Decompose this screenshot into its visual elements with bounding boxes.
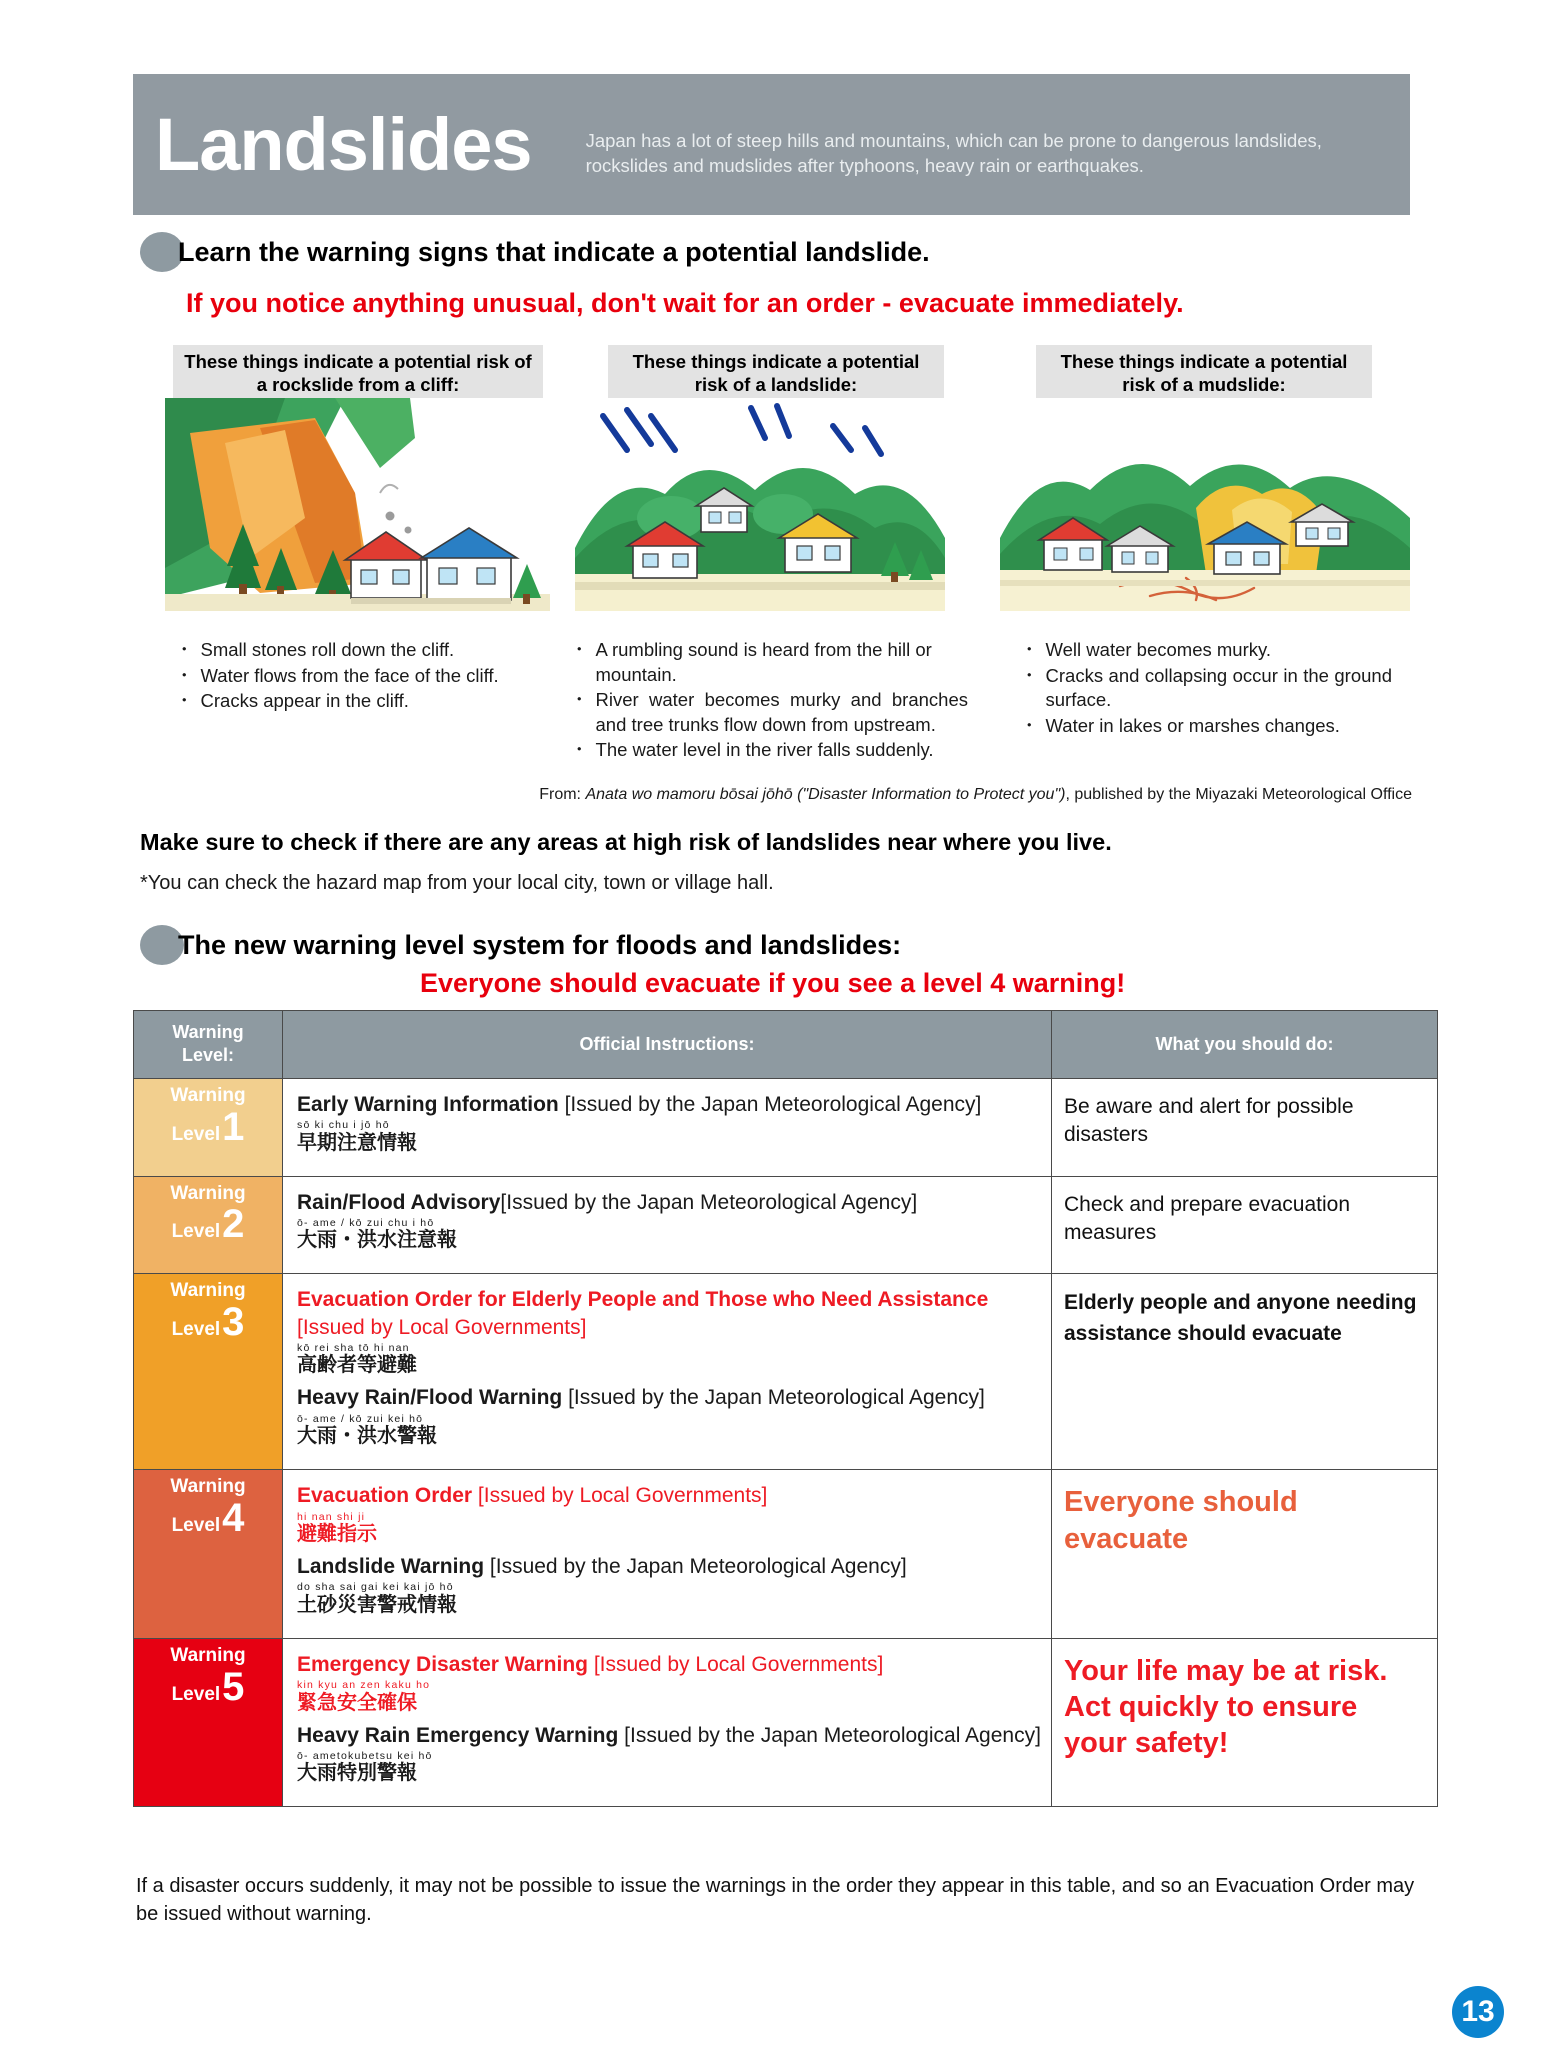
todo-cell-1: Be aware and alert for possible disasters	[1052, 1078, 1438, 1176]
instruction-title: Evacuation Order for Elderly People and Those who Need Assistance	[297, 1288, 989, 1312]
kanji: 土砂災害警戒情報	[297, 1593, 457, 1616]
th-official-instructions: Official Instructions:	[283, 1011, 1052, 1079]
todo-cell-5	[1052, 1638, 1438, 1807]
warning-level-table	[133, 1010, 1438, 1807]
instruction-japanese	[297, 1120, 1041, 1154]
th-warning-level	[134, 1011, 283, 1079]
todo-text: Your life may be at risk. Act quickly to ensure your safety!	[1064, 1654, 1388, 1760]
instructions-cell-4	[283, 1470, 1052, 1639]
instruction-title: Rain/Flood Advisory	[297, 1190, 501, 1214]
kanji: 早期注意情報	[297, 1131, 417, 1154]
level-label: Level	[171, 1319, 221, 1341]
list-item: ・ River water becomes murky and branches and tree trunks flow down from upstream.	[570, 688, 968, 737]
list-item: ・ Water in lakes or marshes changes.	[1020, 714, 1392, 739]
furigana: ō- ametokubetsu kei hō	[297, 1749, 433, 1762]
instruction-agency: [Issued by Local Governments]	[588, 1652, 884, 1676]
instruction-title: Heavy Rain Emergency Warning	[297, 1723, 619, 1747]
instruction-agency: [Issued by the Japan Meteorological Agency]	[484, 1555, 907, 1579]
list-item: ・ The water level in the river falls suddenly.	[570, 738, 968, 763]
kanji: 高齢者等避難	[297, 1354, 417, 1377]
source-title: Anata wo mamoru bōsai jōhō ("Disaster Information to Protect you")	[585, 786, 1066, 803]
source-attribution	[200, 786, 1412, 804]
instruction-title: Heavy Rain/Flood Warning	[297, 1386, 563, 1410]
kanji: 大雨・洪水注意報	[297, 1229, 457, 1252]
instruction-line	[297, 1384, 1041, 1411]
list-item: ・ Water flows from the face of the cliff.	[175, 664, 555, 689]
instruction-title: Landslide Warning	[297, 1555, 485, 1579]
level-number: 1	[222, 1104, 245, 1149]
page-subtitle: Japan has a lot of steep hills and mountains, which can be prone to dangerous landslides, rockslides and mudslides after typhoons, heavy rain or earthquakes.	[585, 129, 1322, 176]
bullet-list-rockslide	[175, 638, 555, 715]
kanji: 大雨特別警報	[297, 1762, 417, 1785]
panel-caption-landslide: These things indicate a potential risk of a landslide:	[608, 345, 944, 401]
th-what-you-should-do: What you should do:	[1052, 1011, 1438, 1079]
todo-cell-4	[1052, 1470, 1438, 1639]
kanji: 避難指示	[297, 1523, 377, 1546]
todo-text: Elderly people and anyone needing assistance should evacuate	[1064, 1291, 1417, 1345]
level-number: 4	[222, 1496, 245, 1541]
furigana: hi nan shi ji	[297, 1510, 366, 1523]
level-word: Warning	[170, 1084, 246, 1106]
table-body	[134, 1078, 1438, 1807]
bullet-dot-icon: ・	[1020, 664, 1039, 686]
bullet-dot-icon: ・	[175, 664, 194, 686]
level-cell-4	[134, 1470, 283, 1639]
instruction-agency: [Issued by the Japan Meteorological Agency]	[500, 1190, 918, 1214]
bullet-dot-icon: ・	[175, 690, 194, 712]
furigana: ō- ame / kō zui chu i hō	[297, 1216, 435, 1229]
panel-caption-mudslide: These things indicate a potential risk of a mudslide:	[1036, 345, 1372, 401]
bullet-list-mudslide	[1020, 638, 1392, 739]
instructions-cell-1	[283, 1078, 1052, 1176]
bullet-list-landslide	[570, 638, 968, 764]
level-label: Level	[171, 1683, 221, 1705]
level-cell-3	[134, 1274, 283, 1470]
list-item: ・ Cracks and collapsing occur in the ground surface.	[1020, 664, 1392, 713]
instruction-line	[297, 1482, 1041, 1509]
level-word: Warning	[170, 1182, 246, 1204]
table-row	[134, 1470, 1438, 1639]
furigana: kin kyu an zen kaku ho	[297, 1679, 431, 1692]
page-header-banner	[133, 74, 1410, 215]
table-row	[134, 1638, 1438, 1807]
list-item: ・ Well water becomes murky.	[1020, 638, 1392, 663]
level-number: 3	[222, 1300, 245, 1345]
bullet-dot-icon: ・	[570, 739, 589, 761]
table-row	[134, 1078, 1438, 1176]
source-prefix: From:	[539, 786, 586, 803]
illustration-mudslide	[1000, 398, 1410, 611]
table-row	[134, 1176, 1438, 1274]
instruction-agency: [Issued by the Japan Meteorological Agency]	[618, 1723, 1041, 1747]
section1-heading-row	[140, 232, 930, 272]
instruction-line	[297, 1286, 1041, 1341]
level-label: Level	[171, 1515, 221, 1537]
instruction-line	[297, 1553, 1041, 1580]
kanji: 緊急安全確保	[297, 1691, 417, 1714]
furigana: ō- ame / kō zui kei hō	[297, 1412, 424, 1425]
instructions-cell-2	[283, 1176, 1052, 1274]
level-word: Warning	[170, 1476, 246, 1498]
instruction-agency: [Issued by Local Governments]	[472, 1484, 768, 1508]
source-suffix: , published by the Miyazaki Meteorological Office	[1065, 786, 1412, 803]
instruction-japanese	[297, 1414, 1041, 1448]
illustration-landslide-hill	[575, 398, 945, 611]
todo-cell-3	[1052, 1274, 1438, 1470]
instruction-title: Early Warning Information	[297, 1092, 559, 1116]
instruction-japanese	[297, 1751, 1041, 1785]
level-cell-1	[134, 1078, 283, 1176]
instruction-line	[297, 1722, 1041, 1749]
level-label: Level	[171, 1123, 221, 1145]
list-item: ・ Small stones roll down the cliff.	[175, 638, 555, 663]
section2-heading: The new warning level system for floods and landslides:	[178, 929, 902, 960]
instruction-japanese	[297, 1680, 1041, 1714]
instructions-cell-3	[283, 1274, 1052, 1470]
illustration-rockslide-cliff	[165, 398, 550, 611]
level-cell-5	[134, 1638, 283, 1807]
instruction-japanese	[297, 1512, 1041, 1546]
bullet-dot-icon: ・	[175, 639, 194, 660]
instruction-agency: [Issued by Local Governments]	[297, 1315, 587, 1339]
instruction-japanese	[297, 1343, 1041, 1377]
furigana: kō rei sha tō hi nan	[297, 1341, 410, 1354]
panel-caption-rockslide: These things indicate a potential risk of a rockslide from a cliff:	[173, 345, 543, 401]
table-row	[134, 1274, 1438, 1470]
level-word: Warning	[170, 1280, 246, 1302]
instruction-line	[297, 1091, 1041, 1118]
bullet-dot-icon: ・	[570, 689, 589, 711]
todo-text: Everyone should evacuate	[1064, 1486, 1298, 1555]
footer-note: If a disaster occurs suddenly, it may not be possible to issue the warnings in the order they appear in this table, and so an Evacuation Order may be issued without warning.	[136, 1875, 1415, 1925]
instruction-agency: [Issued by the Japan Meteorological Agency]	[558, 1092, 982, 1116]
bullet-dot-icon: ・	[1020, 639, 1039, 660]
section2-red-note: Everyone should evacuate if you see a level 4 warning!	[420, 968, 1126, 998]
section2-heading-row	[140, 925, 901, 965]
todo-cell-2: Check and prepare evacuation measures	[1052, 1176, 1438, 1274]
level-word: Warning	[170, 1644, 246, 1666]
level-label: Level	[171, 1221, 221, 1243]
level-number: 2	[222, 1202, 245, 1247]
section1-heading: Learn the warning signs that indicate a potential landslide.	[178, 236, 930, 267]
level-cell-2	[134, 1176, 283, 1274]
table-header	[134, 1011, 1438, 1079]
page-number-badge: 13	[1452, 1986, 1504, 2038]
instruction-title: Evacuation Order	[297, 1484, 473, 1508]
hazard-check-heading: Make sure to check if there are any areas at high risk of landslides near where you live.	[140, 829, 1112, 855]
instructions-cell-5	[283, 1638, 1052, 1807]
bullet-dot-icon: ・	[1020, 714, 1039, 736]
page-title: Landslides	[155, 102, 532, 186]
bullet-dot-icon: ・	[570, 639, 589, 660]
instruction-line	[297, 1189, 1041, 1216]
section1-red-note: If you notice anything unusual, don't wait for an order - evacuate immediately.	[186, 288, 1184, 318]
kanji: 大雨・洪水警報	[297, 1425, 437, 1448]
instruction-title: Emergency Disaster Warning	[297, 1652, 588, 1676]
furigana: do sha sai gai kei kai jō hō	[297, 1581, 454, 1594]
list-item: ・ A rumbling sound is heard from the hill or mountain.	[570, 638, 968, 687]
instruction-japanese	[297, 1582, 1041, 1616]
instruction-japanese	[297, 1218, 1041, 1252]
list-item: ・ Cracks appear in the cliff.	[175, 689, 555, 714]
th-warning-level-line1: Warning	[172, 1022, 244, 1042]
th-warning-level-line2: Level:	[181, 1045, 235, 1066]
hazard-check-note: *You can check the hazard map from your local city, town or village hall.	[140, 872, 774, 894]
furigana: sō ki chu i jō hō	[297, 1119, 390, 1132]
level-number: 5	[222, 1664, 245, 1709]
instruction-line	[297, 1651, 1041, 1678]
instruction-agency: [Issued by the Japan Meteorological Agency]	[562, 1386, 985, 1410]
